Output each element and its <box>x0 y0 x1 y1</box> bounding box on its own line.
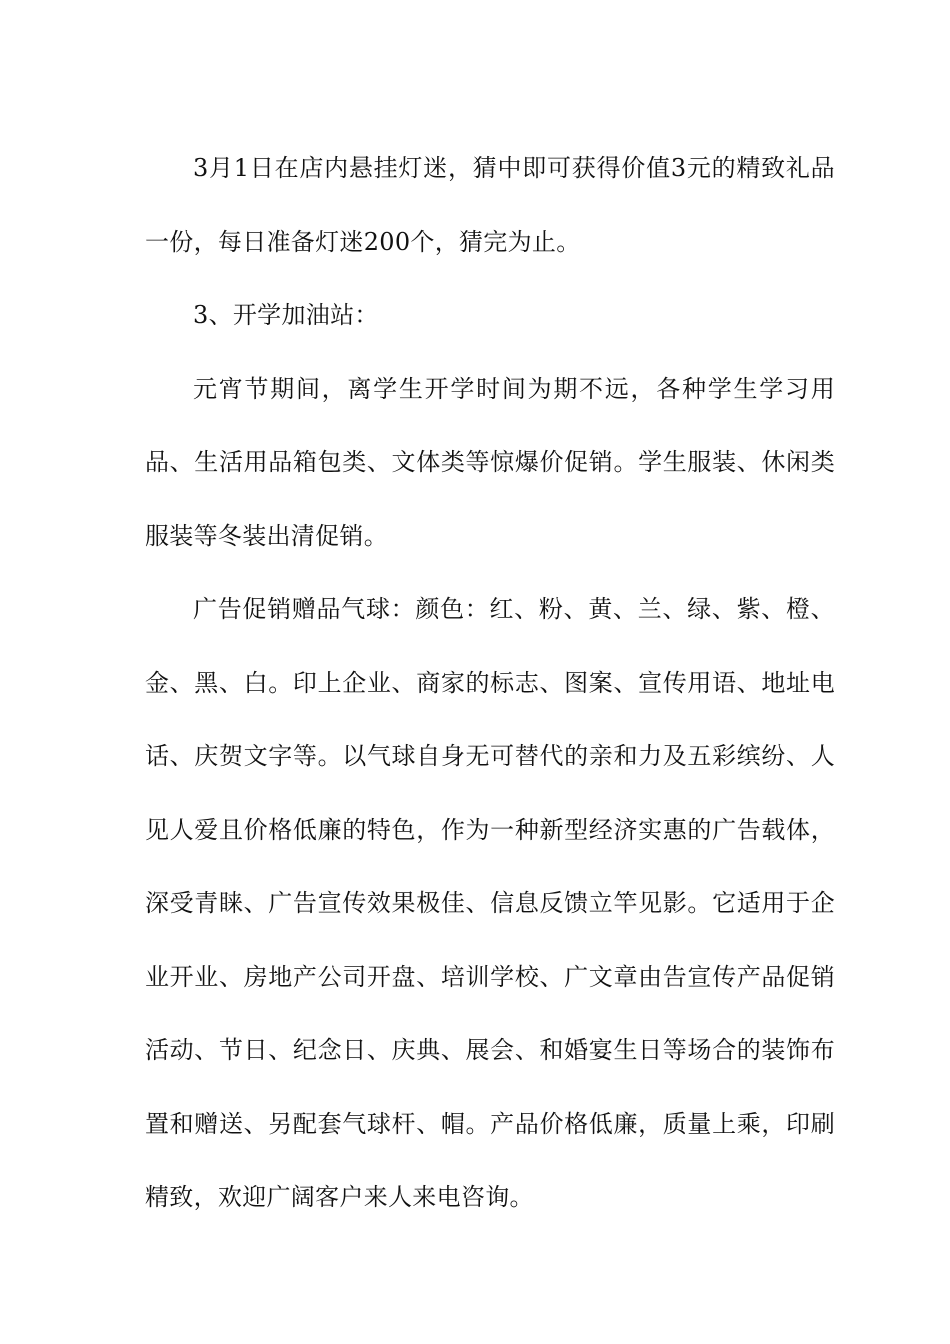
paragraph-balloon-promotion: 广告促销赠品气球：颜色：红、粉、黄、兰、绿、紫、橙、金、黑、白。印上企业、商家的标志、图案、宣传用语、地址电话、庆贺文字等。以气球自身无可替代的亲和力及五彩缤纷、人见人爱且价格低廉的特色，作为一种新型经济实惠的广告载体，深受青睐、广告宣传效果极佳、信息反馈立竿见影。它适用于企业开业、房地产公司开盘、培训学校、广文章由告宣传产品促销活动、节日、纪念日、庆典、展会、和婚宴生日等场合的装饰布置和赠送、另配套气球杆、帽。产品价格低廉，质量上乘，印刷精致，欢迎广阔客户来人来电咨询。 <box>145 595 835 1211</box>
paragraph-lantern-riddles: 3月1日在店内悬挂灯迷，猜中即可获得价值3元的精致礼品一份，每日准备灯迷200个，猜完为止。 <box>145 154 835 256</box>
paragraph-section-heading: 3、开学加油站： <box>193 301 379 329</box>
document-body <box>145 132 835 1235</box>
paragraph-back-to-school: 元宵节期间，离学生开学时间为期不远，各种学生学习用品、生活用品箱包类、文体类等惊爆价促销。学生服装、休闲类服装等冬装出清促销。 <box>145 374 835 550</box>
